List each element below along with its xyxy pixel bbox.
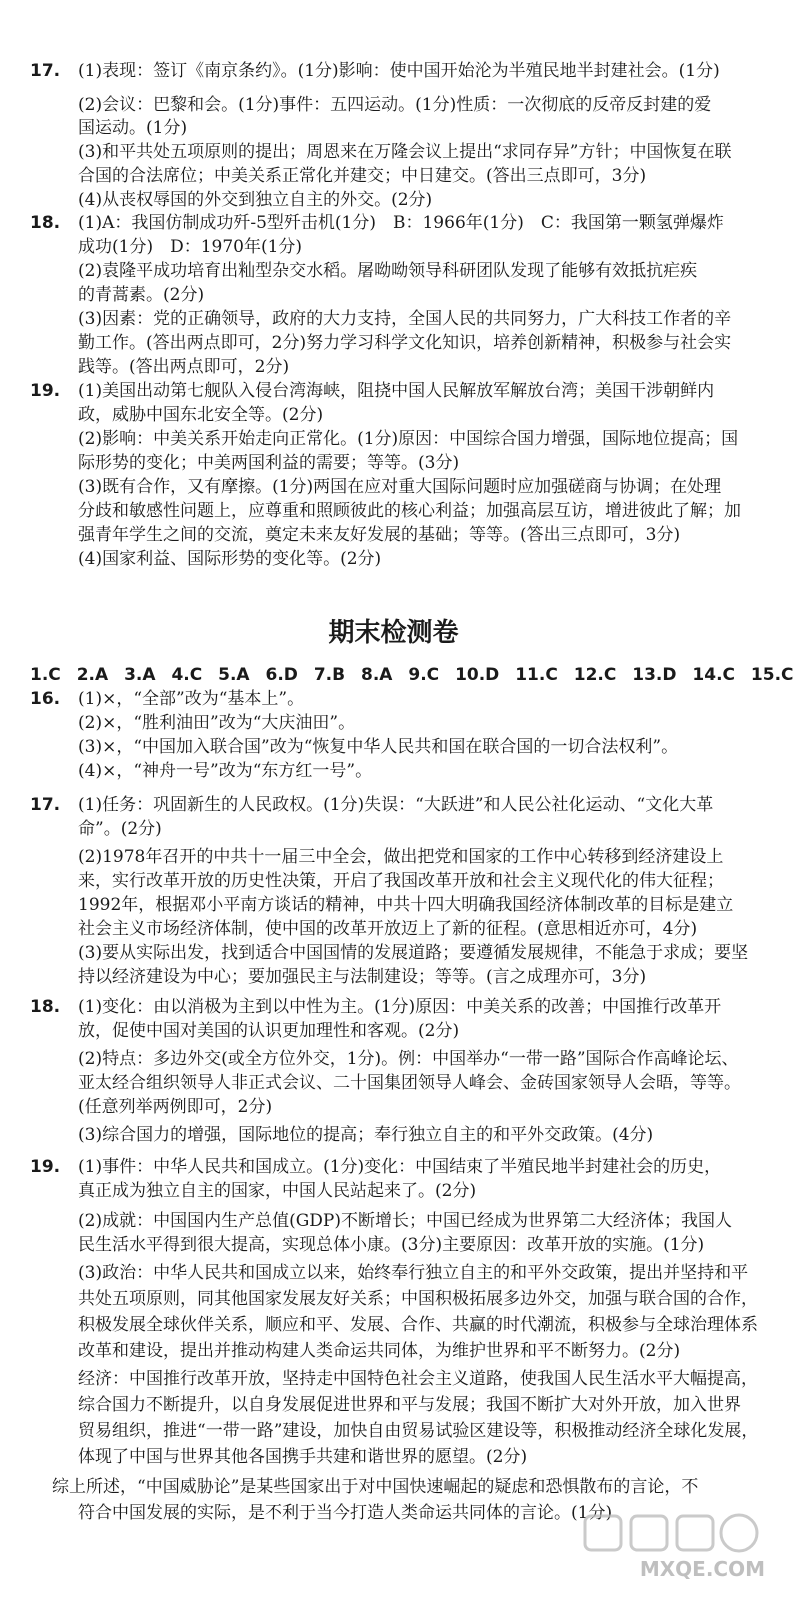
section-title: 期末检测卷 bbox=[328, 618, 459, 648]
q19-line-8: (4)国家利益、国际形势的变化等。(2分) bbox=[78, 549, 382, 569]
q19b-line-9: 经济：中国推行改革开放，坚持走中国特色社会主义道路，使我国人民生活水平大幅提高， bbox=[78, 1369, 758, 1389]
answer-item: 11.C bbox=[515, 665, 558, 685]
question-number-19b: 19. bbox=[30, 1157, 61, 1177]
answer-item: 12.C bbox=[573, 665, 617, 685]
answer-item: 1.C bbox=[30, 665, 61, 685]
question-number-17: 17. bbox=[30, 61, 61, 81]
q17-line-2: (2)会议：巴黎和会。(1分)事件：五四运动。(1分)性质：一次彻底的反帝反封建的爱 bbox=[78, 95, 712, 115]
q18-line-5: (3)因素：党的正确领导，政府的大力支持，全国人民的共同努力，广大科技工作者的辛 bbox=[78, 309, 732, 329]
q18-line-6: 勤工作。(答出两点即可，2分)努力学习科学文化知识，培养创新精神，积极参与社会实 bbox=[78, 333, 732, 353]
answer-item: 8.A bbox=[361, 665, 393, 685]
q19b-line-3: (2)成就：中国国内生产总值(GDP)不断增长；中国已经成为世界第二大经济体；我国人 bbox=[78, 1211, 732, 1231]
question-number-18: 18. bbox=[30, 213, 61, 233]
question-number-17b: 17. bbox=[30, 795, 61, 815]
question-number-16: 16. bbox=[30, 689, 61, 709]
q17-line-5: 合国的合法席位；中美关系正常化并建交；中日建交。(答出三点即可，3分) bbox=[78, 166, 647, 186]
q18b-line-1: (1)变化：由以消极为主到以中性为主。(1分)原因：中美关系的改善；中国推行改革开 bbox=[78, 997, 722, 1017]
q17-line-4: (3)和平共处五项原则的提出；周恩来在万隆会议上提出“求同存异”方针；中国恢复在联 bbox=[78, 142, 732, 162]
q19b-line-8: 改革和建设，提出并推动构建人类命运共同体，为维护世界和平不断努力。(2分) bbox=[78, 1341, 681, 1361]
q18b-line-6: (3)综合国力的增强，国际地位的提高；奉行独立自主的和平外交政策。(4分) bbox=[78, 1125, 654, 1145]
answer-item: 9.C bbox=[408, 665, 440, 685]
answer-item: 4.C bbox=[171, 665, 203, 685]
answer-item: 7.B bbox=[313, 665, 346, 685]
question-number-19: 19. bbox=[30, 381, 61, 401]
q19-line-1: (1)美国出动第七舰队入侵台湾海峡，阻挠中国人民解放军解放台湾；美国干涉朝鲜内 bbox=[78, 381, 715, 401]
q19b-line-6: 共处五项原则，同其他国家发展友好关系；中国积极拓展多边外交，加强与联合国的合作， bbox=[78, 1289, 758, 1309]
q19-line-4: 际形势的变化；中美两国利益的需要；等等。(3分) bbox=[78, 453, 460, 473]
watermark-text: MXQE.COM bbox=[639, 1557, 765, 1581]
q19-line-2: 政，威胁中国东北安全等。(2分) bbox=[78, 405, 324, 425]
q17b-line-1: (1)任务：巩固新生的人民政权。(1分)失误：“大跃进”和人民公社化运动、“文化大革 bbox=[78, 795, 714, 815]
q18-line-4: 的青蒿素。(2分) bbox=[78, 285, 205, 305]
q17b-line-6: 社会主义市场经济体制，使中国的改革开放迈上了新的征程。(意思相近亦可，4分) bbox=[78, 919, 698, 939]
q19-line-5: (3)既有合作，又有摩擦。(1分)两国在应对重大国际问题时应加强磋商与协调；在处理 bbox=[78, 477, 722, 497]
q19b-line-7: 积极发展全球伙伴关系，顺应和平、发展、合作、共赢的时代潮流，积极参与全球治理体系 bbox=[78, 1315, 758, 1335]
q19b-line-11: 贸易组织，推进“一带一路”建设，加快自由贸易试验区建设等，积极推动经济全球化发展， bbox=[78, 1421, 759, 1441]
multiple-choice-answers bbox=[30, 664, 804, 686]
answer-item: 15.C bbox=[750, 665, 794, 685]
q18b-line-2: 放，促使中国对美国的认识更加理性和客观。(2分) bbox=[78, 1021, 460, 1041]
q17-line-3: 国运动。(1分) bbox=[78, 118, 188, 138]
q16-line-2: (2)×，“胜利油田”改为“大庆油田”。 bbox=[78, 713, 356, 733]
q17b-line-4: 来，实行改革开放的历史性决策，开启了我国改革开放和社会主义现代化的伟大征程； bbox=[78, 871, 724, 891]
q16-line-3: (3)×，“中国加入联合国”改为“恢复中华人民共和国在联合国的一切合法权利”。 bbox=[78, 737, 679, 757]
q19b-line-12: 体现了中国与世界其他各国携手共建和谐世界的愿望。(2分) bbox=[78, 1447, 528, 1467]
answer-item: 13.D bbox=[632, 665, 677, 685]
q19b-line-2: 真正成为独立自主的国家，中国人民站起来了。(2分) bbox=[78, 1181, 477, 1201]
q19b-line-13: 综上所述，“中国威胁论”是某些国家出于对中国快速崛起的疑虑和恐惧散布的言论，不 bbox=[52, 1477, 699, 1497]
q18-line-2: 成功(1分) D：1970年(1分) bbox=[78, 237, 303, 257]
q18b-line-3: (2)特点：多边外交(或全方位外交，1分)。例：中国举办“一带一路”国际合作高峰论坛、 bbox=[78, 1049, 739, 1069]
q19-line-3: (2)影响：中美关系开始走向正常化。(1分)原因：中国综合国力增强，国际地位提高；国 bbox=[78, 429, 739, 449]
q18-line-7: 践等。(答出两点即可，2分) bbox=[78, 357, 290, 377]
q16-line-4: (4)×，“神舟一号”改为“东方红一号”。 bbox=[78, 761, 373, 781]
q19-line-7: 强青年学生之间的交流，奠定未来友好发展的基础；等等。(答出三点即可，3分) bbox=[78, 525, 681, 545]
q17b-line-3: (2)1978年召开的中共十一届三中全会，做出把党和国家的工作中心转移到经济建设上 bbox=[78, 847, 724, 867]
watermark-logo bbox=[579, 1512, 769, 1582]
q17b-line-8: 持以经济建设为中心；要加强民主与法制建设；等等。(言之成理亦可，3分) bbox=[78, 967, 647, 987]
q17-line-6: (4)从丧权辱国的外交到独立自主的外交。(2分) bbox=[78, 190, 433, 210]
question-number-18b: 18. bbox=[30, 997, 61, 1017]
q19b-line-4: 民生活水平得到很大提高，实现总体小康。(3分)主要原因：改革开放的实施。(1分) bbox=[78, 1235, 705, 1255]
q17b-line-5: 1992年，根据邓小平南方谈话的精神，中共十四大明确我国经济体制改革的目标是建立 bbox=[78, 895, 734, 915]
answer-item: 6.D bbox=[265, 665, 298, 685]
q18b-line-5: (任意列举两例即可，2分) bbox=[78, 1097, 273, 1117]
q18b-line-4: 亚太经合组织领导人非正式会议、二十国集团领导人峰会、金砖国家领导人会晤，等等。 bbox=[78, 1073, 741, 1093]
answer-item: 5.A bbox=[218, 665, 250, 685]
q19b-line-5: (3)政治：中华人民共和国成立以来，始终奉行独立自主的和平外交政策，提出并坚持和平 bbox=[78, 1263, 749, 1283]
answer-item: 10.D bbox=[455, 665, 500, 685]
q19b-line-14: 符合中国发展的实际，是不利于当今打造人类命运共同体的言论。(1分) bbox=[78, 1503, 613, 1523]
q19b-line-1: (1)事件：中华人民共和国成立。(1分)变化：中国结束了半殖民地半封建社会的历史， bbox=[78, 1157, 722, 1177]
q18-line-3: (2)袁隆平成功培育出籼型杂交水稻。屠呦呦领导科研团队发现了能够有效抵抗疟疾 bbox=[78, 261, 698, 281]
q19-line-6: 分歧和敏感性问题上，应尊重和照顾彼此的核心利益；加强高层互访，增进彼此了解；加 bbox=[78, 501, 741, 521]
q17-line-1: (1)表现：签订《南京条约》。(1分)影响：使中国开始沦为半殖民地半封建社会。(1分) bbox=[78, 61, 720, 81]
answer-item: 14.C bbox=[692, 665, 735, 685]
q19b-line-10: 综合国力不断提升，以自身发展促进世界和平与发展；我国不断扩大对外开放，加入世界 bbox=[78, 1395, 741, 1415]
q18-line-1: (1)A：我国仿制成功歼-5型歼击机(1分) B：1966年(1分) C：我国第一颗氢弹爆炸 bbox=[78, 213, 724, 233]
q17b-line-2: 命”。(2分) bbox=[78, 819, 162, 839]
answer-item: 2.A bbox=[76, 665, 109, 685]
q17b-line-7: (3)要从实际出发，找到适合中国国情的发展道路；要遵循发展规律，不能急于求成；要坚 bbox=[78, 943, 749, 963]
answer-item: 3.A bbox=[124, 665, 156, 685]
q16-line-1: (1)×，“全部”改为“基本上”。 bbox=[78, 689, 305, 709]
